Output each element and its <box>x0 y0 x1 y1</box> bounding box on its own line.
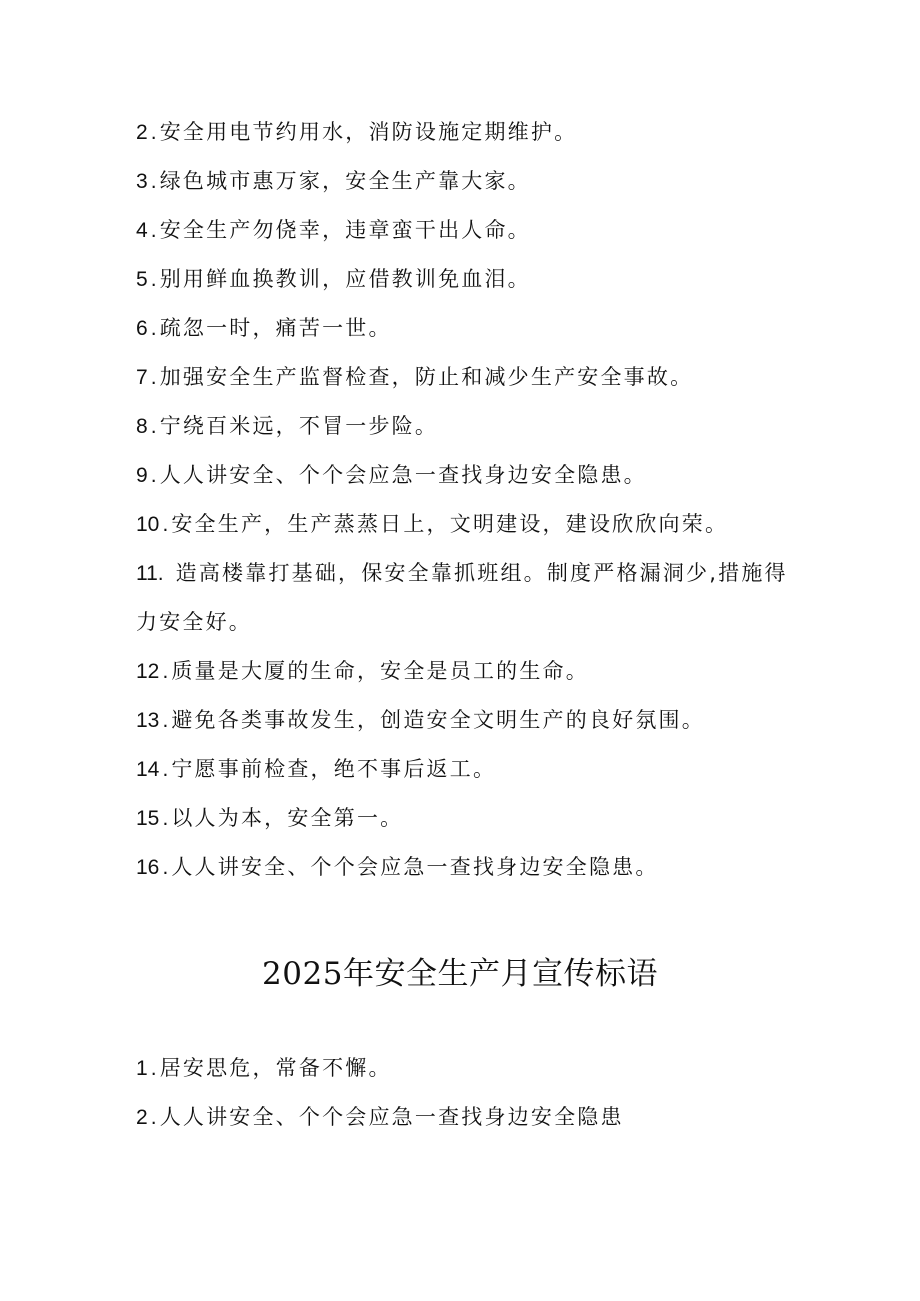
item-separator: . <box>150 366 157 389</box>
item-separator: . <box>150 268 157 291</box>
list-item <box>136 647 796 696</box>
item-separator: . <box>162 660 169 683</box>
item-separator: . <box>150 317 157 340</box>
item-number: 7 <box>136 366 148 389</box>
item-text: 人人讲安全、个个会应急一查找身边安全隐患。 <box>159 463 647 487</box>
item-separator: . <box>162 807 169 830</box>
list-item <box>136 549 796 647</box>
slogan-list-continued <box>136 108 796 892</box>
item-separator: . <box>150 121 157 144</box>
slogan-list <box>136 1044 796 1142</box>
item-separator: . <box>150 464 157 487</box>
item-number: 15 <box>136 807 160 830</box>
item-number: 2 <box>136 121 148 144</box>
item-number: 4 <box>136 219 148 242</box>
item-text: 居安思危，常备不懈。 <box>159 1056 392 1080</box>
list-item <box>136 696 796 745</box>
list-item <box>136 794 796 843</box>
item-text: 宁绕百米远，不冒一步险。 <box>159 414 439 438</box>
item-text: 人人讲安全、个个会应急一查找身边安全隐患 <box>159 1105 624 1129</box>
item-text: 安全用电节约用水，消防设施定期维护。 <box>159 120 578 144</box>
item-separator: . <box>162 856 169 879</box>
list-item <box>136 1044 796 1093</box>
item-separator: . <box>150 1106 157 1129</box>
item-text: 以人为本，安全第一。 <box>171 806 404 830</box>
item-text: 安全生产，生产蒸蒸日上，文明建设，建设欣欣向荣。 <box>171 512 729 536</box>
item-number: 14 <box>136 758 160 781</box>
item-number: 11. <box>136 562 164 585</box>
item-number: 5 <box>136 268 148 291</box>
list-item <box>136 1093 796 1142</box>
item-text: 安全生产勿侥幸，违章蛮干出人命。 <box>159 218 531 242</box>
item-text: 造高楼靠打基础，保安全靠抓班组。制度严格漏洞少,措施得力安全好。 <box>136 561 788 634</box>
item-number: 2 <box>136 1106 148 1129</box>
item-number: 1 <box>136 1057 148 1080</box>
item-separator: . <box>150 170 157 193</box>
item-separator: . <box>162 758 169 781</box>
item-number: 12 <box>136 660 160 683</box>
list-item <box>136 108 796 157</box>
list-item <box>136 843 796 892</box>
list-item <box>136 500 796 549</box>
item-text: 疏忽一时，痛苦一世。 <box>159 316 392 340</box>
item-separator: . <box>150 1057 157 1080</box>
item-number: 10 <box>136 513 160 536</box>
list-item <box>136 206 796 255</box>
item-text: 宁愿事前检查，绝不事后返工。 <box>171 757 497 781</box>
item-text: 别用鲜血换教训，应借教训免血泪。 <box>159 267 531 291</box>
section-title: 2025年安全生产月宣传标语 <box>262 956 658 992</box>
item-number: 8 <box>136 415 148 438</box>
list-item <box>136 304 796 353</box>
item-number: 16 <box>136 856 160 879</box>
item-separator: . <box>150 219 157 242</box>
list-item <box>136 745 796 794</box>
item-number: 6 <box>136 317 148 340</box>
item-separator: . <box>150 415 157 438</box>
item-text: 质量是大厦的生命，安全是员工的生命。 <box>171 659 589 683</box>
list-item <box>136 451 796 500</box>
list-item <box>136 157 796 206</box>
item-number: 3 <box>136 170 148 193</box>
item-number: 9 <box>136 464 148 487</box>
list-item <box>136 255 796 304</box>
list-item <box>136 353 796 402</box>
item-text: 人人讲安全、个个会应急一查找身边安全隐患。 <box>171 855 659 879</box>
list-item <box>136 402 796 451</box>
item-text: 绿色城市惠万家，安全生产靠大家。 <box>159 169 531 193</box>
item-text: 加强安全生产监督检查，防止和减少生产安全事故。 <box>159 365 694 389</box>
item-number: 13 <box>136 709 160 732</box>
item-separator: . <box>162 513 169 536</box>
item-text: 避免各类事故发生，创造安全文明生产的良好氛围。 <box>171 708 705 732</box>
item-separator: . <box>162 709 169 732</box>
